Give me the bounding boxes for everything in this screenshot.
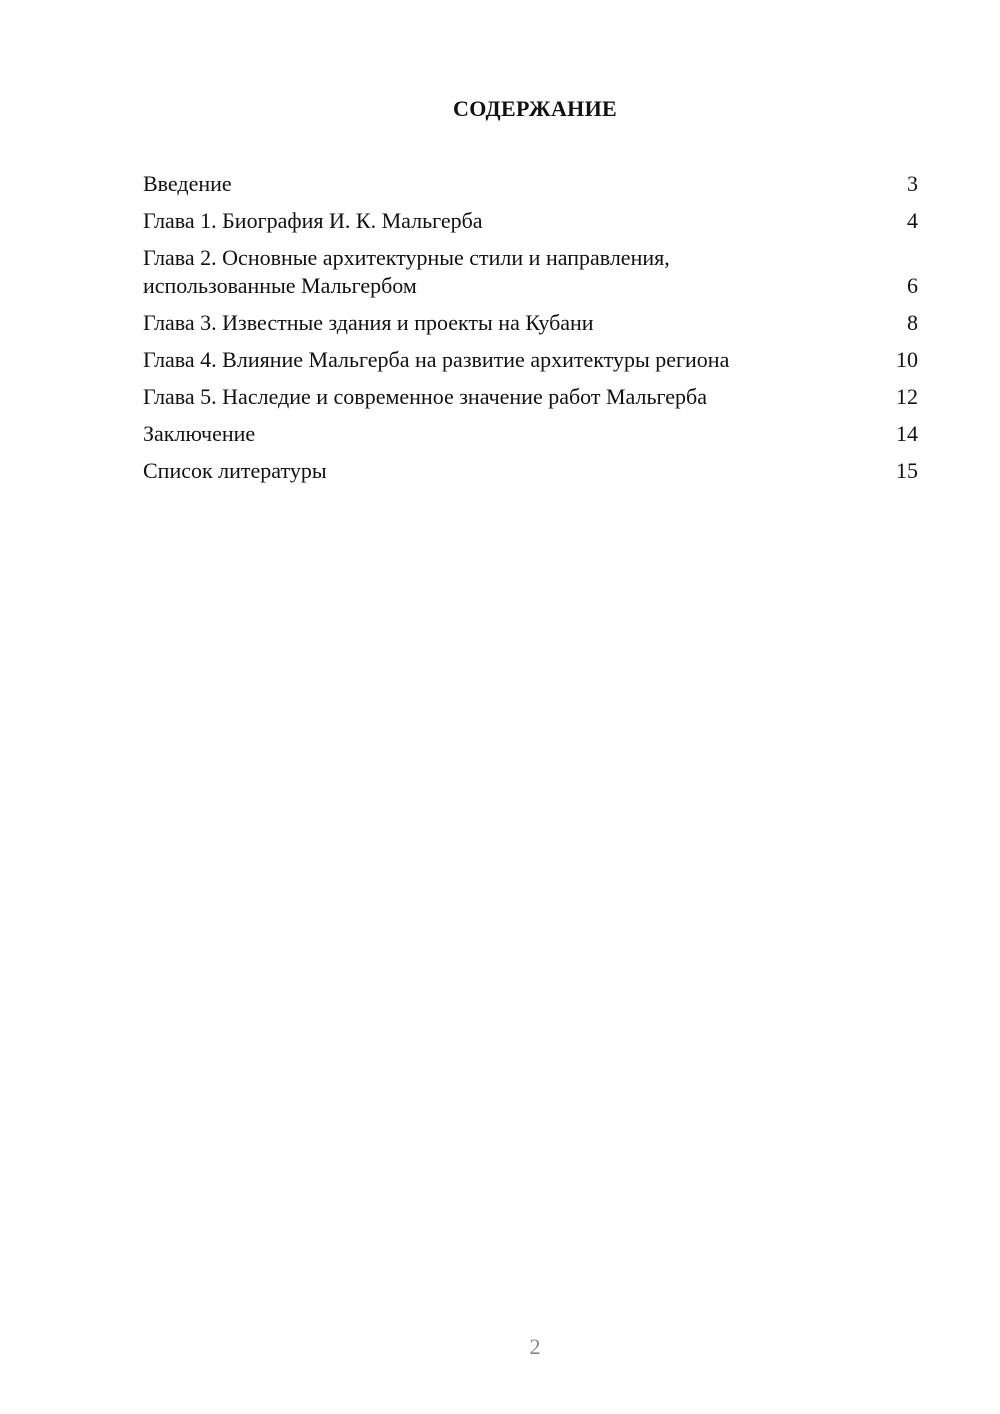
toc-item-title: Глава 4. Влияние Мальгерба на развитие архитектуры региона <box>143 347 730 372</box>
table-of-contents <box>143 170 918 494</box>
toc-item-title: Глава 3. Известные здания и проекты на Кубани <box>143 310 594 335</box>
toc-item-page: 10 <box>896 347 918 372</box>
toc-item-title: Глава 5. Наследие и современное значение работ Мальгерба <box>143 384 707 409</box>
toc-item-title: Введение <box>143 171 232 196</box>
toc-item-title: Заключение <box>143 421 256 446</box>
toc-item-chapter-4[interactable] <box>143 346 918 374</box>
toc-item-chapter-2[interactable] <box>143 244 918 300</box>
toc-item-title: Список литературы <box>143 458 327 483</box>
toc-item-page: 3 <box>907 171 918 196</box>
toc-item-title: Глава 2. Основные архитектурные стили и направления, использованные Мальгербом <box>143 245 670 298</box>
toc-item-page: 14 <box>896 421 918 446</box>
toc-item-conclusion[interactable] <box>143 420 918 448</box>
toc-item-page: 6 <box>907 273 918 298</box>
toc-item-page: 15 <box>896 458 918 483</box>
page-title: СОДЕРЖАНИЕ <box>453 96 617 121</box>
toc-item-chapter-3[interactable] <box>143 309 918 337</box>
page-number: 2 <box>529 1334 541 1359</box>
toc-item-chapter-1[interactable] <box>143 207 918 235</box>
toc-item-page: 8 <box>907 310 918 335</box>
toc-item-page: 4 <box>907 208 918 233</box>
toc-item-title: Глава 1. Биография И. К. Мальгерба <box>143 208 483 233</box>
toc-item-chapter-5[interactable] <box>143 383 918 411</box>
toc-item-introduction[interactable] <box>143 170 918 198</box>
toc-item-references[interactable] <box>143 457 918 485</box>
toc-item-page: 12 <box>896 384 918 409</box>
